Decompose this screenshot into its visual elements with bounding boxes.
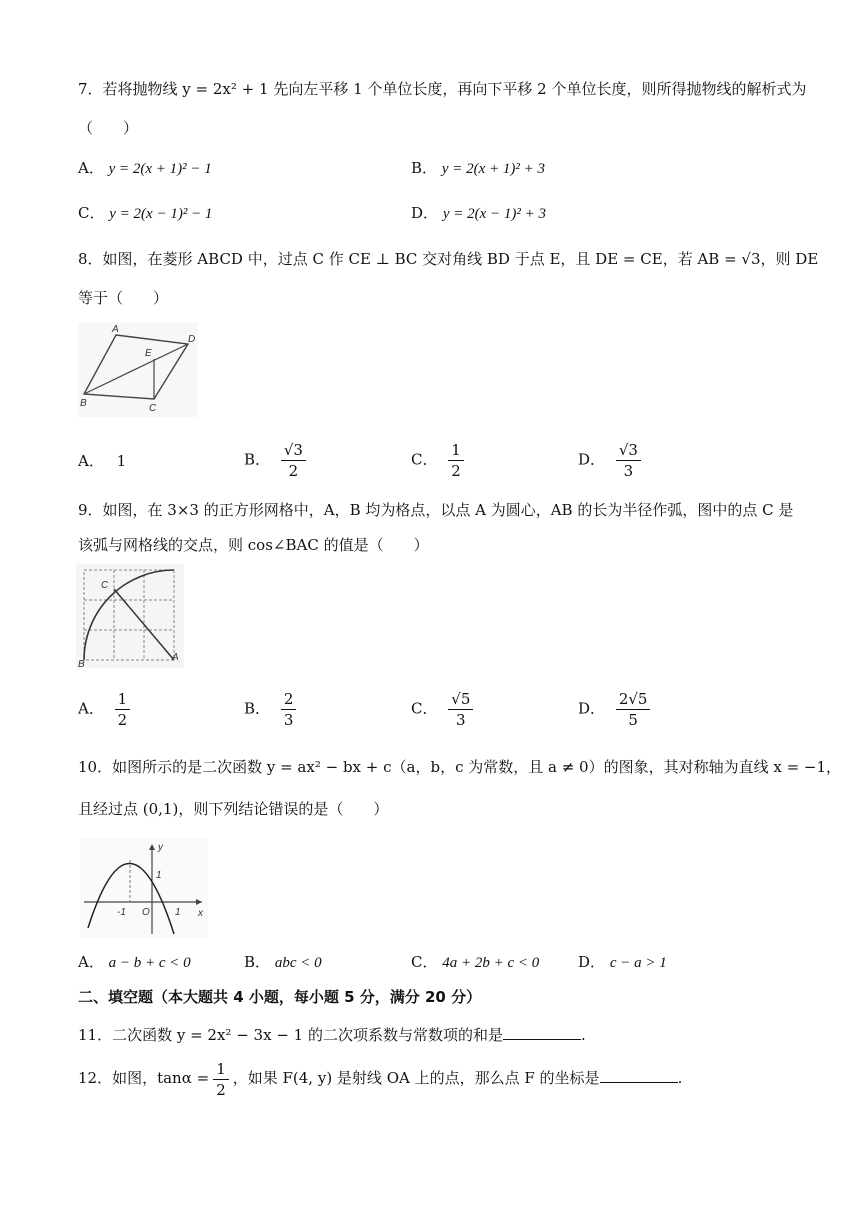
- label-origin: O: [142, 907, 150, 918]
- label-d: D: [188, 334, 196, 345]
- q10-option-c: [411, 952, 539, 973]
- label-a: A: [172, 652, 179, 663]
- q7-stem: 7．若将抛物线 y = 2x² + 1 先向左平移 1 个单位长度，再向下平移 2 个单位长度，则所得抛物线的解析式为: [78, 80, 807, 98]
- option-label: D．: [578, 953, 606, 971]
- numerator: 1: [448, 440, 464, 461]
- answer-blank[interactable]: [600, 1068, 678, 1083]
- option-label: B．: [244, 699, 271, 718]
- q10-option-d: [578, 952, 667, 973]
- q8-option-c: [411, 440, 464, 481]
- q9-stem: 9．如图，在 3×3 的正方形网格中，A，B 均为格点，以点 A 为圆心，AB 的长为半径作弧，图中的点 C 是: [78, 501, 794, 519]
- denominator: 2: [216, 1080, 226, 1099]
- figure-background: [78, 322, 198, 417]
- figure-background: [80, 838, 208, 938]
- q9-option-b: [244, 689, 296, 730]
- label-one-x: 1: [175, 907, 181, 918]
- denominator: 3: [456, 711, 466, 729]
- q8-option-d: [578, 440, 641, 481]
- q7-option-a: [78, 158, 212, 179]
- fraction: [281, 440, 306, 481]
- fraction: [616, 689, 651, 730]
- label-neg-one: -1: [117, 907, 126, 918]
- q9-option-d: [578, 689, 650, 730]
- q8-option-a: [78, 451, 126, 471]
- option-text: y = 2(x + 1)² + 3: [441, 161, 545, 177]
- option-label: A．: [78, 699, 104, 718]
- numerator: 2: [281, 689, 297, 710]
- option-label: A．: [78, 159, 104, 177]
- numerator: 1: [213, 1059, 229, 1080]
- label-b: B: [80, 398, 87, 409]
- fraction: [448, 689, 473, 730]
- option-label: C．: [411, 699, 438, 718]
- option-text: y = 2(x + 1)² − 1: [108, 161, 212, 177]
- option-label: D．: [578, 699, 606, 718]
- q10-stem: 10．如图所示的是二次函数 y = ax² − bx + c（a，b，c 为常数，且 a ≠ 0）的图象，其对称轴为直线 x = −1，: [78, 758, 842, 776]
- answer-blank[interactable]: [503, 1025, 581, 1040]
- fraction: [213, 1059, 229, 1100]
- label-e: E: [145, 348, 152, 359]
- q9-grid-figure: [76, 564, 184, 668]
- q7-option-c: [78, 203, 212, 224]
- fraction: [281, 689, 297, 730]
- label-x: x: [198, 908, 203, 919]
- q7-option-d: [411, 203, 546, 224]
- option-text: c − a > 1: [609, 955, 667, 971]
- q9-option-a: [78, 689, 130, 730]
- option-label: A．: [78, 953, 104, 971]
- q9-option-c: [411, 689, 473, 730]
- q10-option-a: [78, 952, 191, 973]
- numerator: √5: [448, 689, 473, 710]
- q7-answer-paren: （ ）: [78, 119, 139, 137]
- option-text: y = 2(x − 1)² + 3: [442, 206, 546, 222]
- q8-option-b: [244, 440, 306, 481]
- q9-stem-continued: 该弧与网格线的交点，则 cos∠BAC 的值是（ ）: [78, 536, 429, 554]
- denominator: 3: [283, 711, 294, 729]
- fraction: [616, 440, 641, 481]
- numerator: 2√5: [616, 689, 651, 710]
- fraction: [115, 689, 131, 730]
- label-b: B: [78, 659, 85, 668]
- q10-option-b: [244, 952, 322, 973]
- option-label: A．: [78, 452, 104, 470]
- option-label: C．: [411, 953, 438, 971]
- numerator: √3: [616, 440, 641, 461]
- option-label: D．: [578, 450, 606, 469]
- denominator: 2: [288, 462, 299, 480]
- option-text: 4a + 2b + c < 0: [442, 955, 540, 971]
- option-label: C．: [411, 450, 438, 469]
- q10-parabola-figure: [80, 838, 208, 938]
- q12-suffix: ，如果 F(4, y) 是射线 OA 上的点，那么点 F 的坐标是: [232, 1069, 600, 1087]
- option-label: D．: [411, 204, 439, 222]
- q7-option-b: [411, 158, 545, 179]
- denominator: 2: [117, 711, 128, 729]
- option-text: abc < 0: [274, 955, 322, 971]
- q12-end: .: [677, 1069, 683, 1087]
- label-a: A: [112, 324, 119, 335]
- section-heading: 二、填空题（本大题共 4 小题，每小题 5 分，满分 20 分）: [78, 988, 482, 1006]
- q11-text: 11．二次函数 y = 2x² − 3x − 1 的二次项系数与常数项的和是: [78, 1026, 503, 1044]
- option-label: B．: [244, 953, 271, 971]
- option-label: B．: [411, 159, 438, 177]
- numerator: √3: [281, 440, 306, 461]
- q12-prefix: 12．如图，tanα =: [78, 1069, 210, 1087]
- option-text: y = 2(x − 1)² − 1: [109, 206, 213, 222]
- label-c: C: [101, 580, 109, 591]
- label-one-y: 1: [156, 870, 162, 881]
- option-text: a − b + c < 0: [108, 955, 191, 971]
- label-c: C: [149, 403, 157, 414]
- numerator: 1: [115, 689, 131, 710]
- q8-stem-continued: 等于（ ）: [78, 289, 169, 307]
- fraction: [448, 440, 464, 481]
- denominator: 2: [451, 462, 461, 480]
- q8-rhombus-figure: [78, 322, 198, 417]
- q11-end: .: [580, 1026, 586, 1044]
- q11-stem: [78, 1025, 586, 1045]
- q12-stem: [78, 1058, 682, 1100]
- denominator: 3: [623, 462, 634, 480]
- q10-stem-continued: 且经过点 (0,1)，则下列结论错误的是（ ）: [78, 800, 389, 818]
- q8-stem: 8．如图，在菱形 ABCD 中，过点 C 作 CE ⊥ BC 交对角线 BD 于点 E，且 DE = CE，若 AB = √3，则 DE: [78, 250, 819, 268]
- option-label: B．: [244, 450, 271, 469]
- label-y: y: [158, 842, 163, 853]
- option-label: C．: [78, 204, 105, 222]
- option-text: 1: [116, 452, 127, 470]
- denominator: 5: [628, 711, 638, 729]
